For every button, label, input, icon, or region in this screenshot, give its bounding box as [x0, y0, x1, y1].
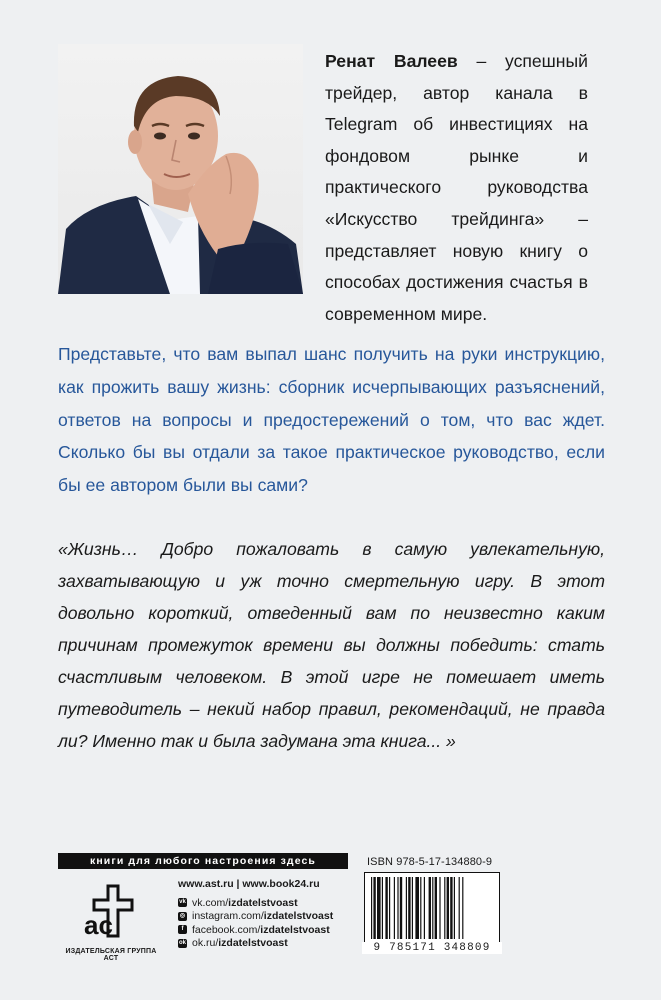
barcode-bar: [397, 877, 398, 939]
barcode-bar: [462, 877, 463, 939]
barcode-bar: [377, 877, 381, 939]
barcode-bar: [435, 877, 437, 939]
barcode-bar: [420, 877, 421, 939]
barcode-bar: [389, 877, 390, 939]
barcode-bar: [382, 877, 383, 939]
ok-icon: ok: [178, 939, 186, 946]
barcode-bar: [394, 877, 395, 939]
social-prefix: facebook.com/: [192, 923, 261, 936]
social-handle: izdatelstvoast: [260, 923, 330, 936]
barcode-bar: [373, 877, 375, 939]
barcode-bar: [415, 877, 419, 939]
instagram-icon: ◎: [179, 912, 186, 919]
vk-icon: vk: [179, 899, 186, 906]
ast-logo: [68, 878, 148, 948]
social-handle: izdatelstvoast: [263, 910, 334, 923]
author-bio: [325, 46, 588, 330]
website-links[interactable]: www.ast.ru | www.book24.ru: [178, 878, 320, 890]
barcode-bar: [454, 877, 455, 939]
social-link-vk[interactable]: [178, 896, 333, 910]
social-links: [178, 896, 333, 950]
social-handle: izdatelstvoast: [228, 896, 298, 909]
author-photo: [58, 44, 303, 294]
social-prefix: ok.ru/: [192, 937, 219, 950]
barcode-bar: [400, 877, 402, 939]
barcode-digits: 9 785171 348809: [362, 942, 502, 954]
slogan-banner: книги для любого настроения здесь: [58, 853, 348, 869]
barcode-bar: [444, 877, 445, 939]
barcode-bar: [429, 877, 431, 939]
social-prefix: instagram.com/: [192, 910, 264, 923]
barcode-bar: [412, 877, 413, 939]
barcode-bar: [447, 877, 449, 939]
barcode-bar: [406, 877, 407, 939]
author-name: Ренат Валеев: [325, 51, 458, 71]
barcode-bar: [432, 877, 433, 939]
barcode: [364, 872, 500, 952]
barcode-bar: [450, 877, 452, 939]
barcode-bar: [371, 877, 372, 939]
barcode-bar: [439, 877, 440, 939]
barcode-bar: [424, 877, 425, 939]
isbn-label: ISBN 978-5-17-134880-9: [367, 856, 493, 868]
social-link-ok[interactable]: [178, 937, 333, 951]
promo-paragraph: Представьте, что вам выпал шанс получить на руки инструкцию, как прожить вашу жизнь: сборник исчерпывающих разъяснений, ответов на вопросы и предостережений о том, что вас ждет. Сколько бы вы отдали за такое практическое руководство, если бы ее автором были вы сами?: [58, 344, 605, 496]
author-bio-text: – успешный трейдер, автор канала в Telegram об инвестициях на фондовом рынке и практического руководства «Искусство трейдинга» – представляет новую книгу о способах достижения счастья в современном мире.: [325, 51, 588, 324]
barcode-bar: [459, 877, 460, 939]
barcode-bar: [385, 877, 387, 939]
svg-text:ас: ас: [84, 910, 113, 940]
publisher-label: ИЗДАТЕЛЬСКАЯ ГРУППА АСТ: [65, 948, 157, 962]
social-link-facebook[interactable]: [178, 923, 333, 937]
social-handle: izdatelstvoast: [218, 937, 288, 950]
facebook-icon: f: [178, 925, 187, 934]
social-link-instagram[interactable]: [178, 910, 333, 924]
quote-paragraph: «Жизнь… Добро пожаловать в самую увлекательную, захватывающую и уж точно смертельную игру. В этот довольно короткий, отведенный вам по неизвестно каким причинам промежуток времени вы должны победить: стать счастливым человеком. В этой игре не помешает иметь путеводитель – некий набор правил, рекомендаций, не правда ли? Именно так и была задумана эта книга... »: [58, 539, 605, 751]
barcode-bar: [408, 877, 410, 939]
social-prefix: vk.com/: [192, 896, 229, 909]
